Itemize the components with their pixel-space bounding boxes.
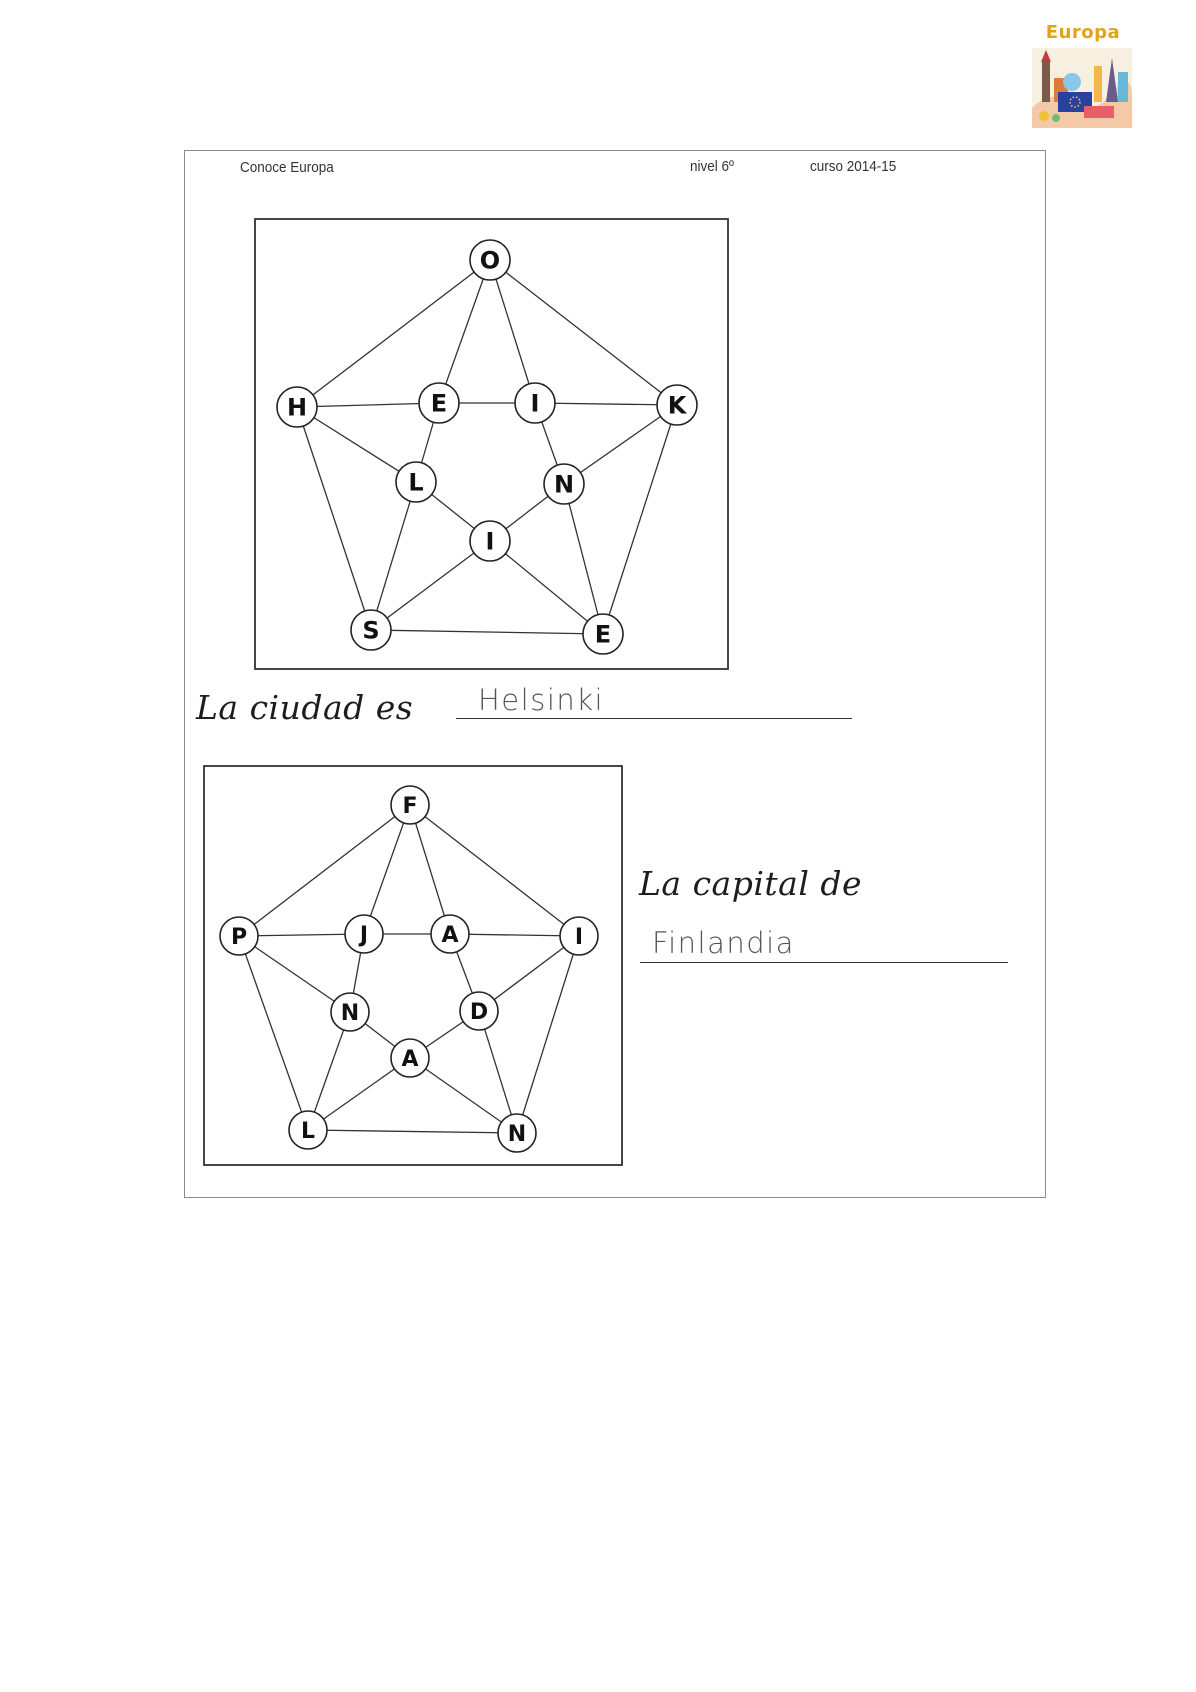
puzzle2-box [204,766,622,1165]
puzzle1-node [351,610,391,650]
puzzle2-letter: I [574,924,584,950]
puzzle2-letter: F [402,793,418,819]
puzzle1-edge [603,405,677,634]
puzzle1-letter: E [430,389,448,418]
course-label: curso 2014-15 [810,158,897,175]
puzzle1-node [396,462,436,502]
puzzle2-letter: P [230,924,248,950]
capital-answer-line [640,962,1008,963]
puzzle1-edge [490,541,603,634]
puzzle2-node [289,1111,327,1149]
puzzle2-edge [364,805,410,934]
capital-answer: Finlandia [652,926,795,960]
puzzle1-edge [297,407,416,482]
puzzle1-letter: N [553,470,575,499]
puzzle1-node [583,614,623,654]
puzzle1-edge [371,482,416,630]
puzzle2-node [391,1039,429,1077]
puzzle2-node [220,917,258,955]
puzzle1-edge [490,260,677,405]
puzzle1-node [470,521,510,561]
puzzle1-node [515,383,555,423]
puzzle1-edge [371,541,490,630]
logo-title: Europa [1045,22,1121,43]
puzzle2-letter: N [507,1121,527,1147]
pentagram-puzzle-2 [202,764,624,1167]
puzzle1-edge [490,260,535,403]
puzzle2-letter: A [441,922,459,948]
pentagram-puzzle-1 [253,217,730,671]
puzzle2-edge [308,1130,517,1133]
puzzle1-letter: O [479,246,501,275]
puzzle2-edge [517,936,579,1133]
puzzle1-node [419,383,459,423]
puzzle2-letter: L [300,1118,316,1144]
puzzle2-node [560,917,598,955]
puzzle1-edge [297,260,490,407]
capital-prompt: La capital de [639,864,863,903]
puzzle1-letter: I [485,527,495,556]
puzzle1-edge [297,403,439,407]
puzzle2-node [345,915,383,953]
puzzle2-node [331,993,369,1031]
puzzle1-node [657,385,697,425]
city-answer: Helsinki [478,683,605,717]
level-label: nivel 6º [690,158,734,175]
puzzle2-letter: N [340,1000,360,1026]
subject-label: Conoce Europa [240,159,334,176]
puzzle2-edge [239,936,308,1130]
puzzle1-box [255,219,728,669]
puzzle1-letter: S [362,616,380,645]
puzzle1-edge [297,407,371,630]
puzzle1-letter: I [530,389,540,418]
puzzle2-letter: A [401,1046,419,1072]
puzzle1-letter: K [667,391,687,420]
puzzle2-letter: J [359,922,369,948]
puzzle2-edge [239,936,350,1012]
puzzle2-node [460,992,498,1030]
city-prompt: La ciudad es [196,688,414,727]
puzzle1-edge [564,484,603,634]
puzzle2-edge [410,805,450,934]
europe-landmarks-illustration [1032,48,1132,128]
puzzle1-letter: E [594,620,612,649]
puzzle1-node [277,387,317,427]
puzzle1-letter: L [408,468,424,497]
puzzle1-node [470,240,510,280]
puzzle2-edge [239,805,410,936]
europa-logo [1028,22,1138,132]
city-answer-line [456,718,852,719]
puzzle2-letter: D [469,999,489,1025]
puzzle1-letter: H [286,393,308,422]
puzzle2-node [391,786,429,824]
puzzle2-node [498,1114,536,1152]
puzzle2-node [431,915,469,953]
puzzle1-edge [439,260,490,403]
puzzle1-edge [535,403,677,405]
puzzle2-edge [410,805,579,936]
puzzle1-edge [371,630,603,634]
puzzle1-node [544,464,584,504]
